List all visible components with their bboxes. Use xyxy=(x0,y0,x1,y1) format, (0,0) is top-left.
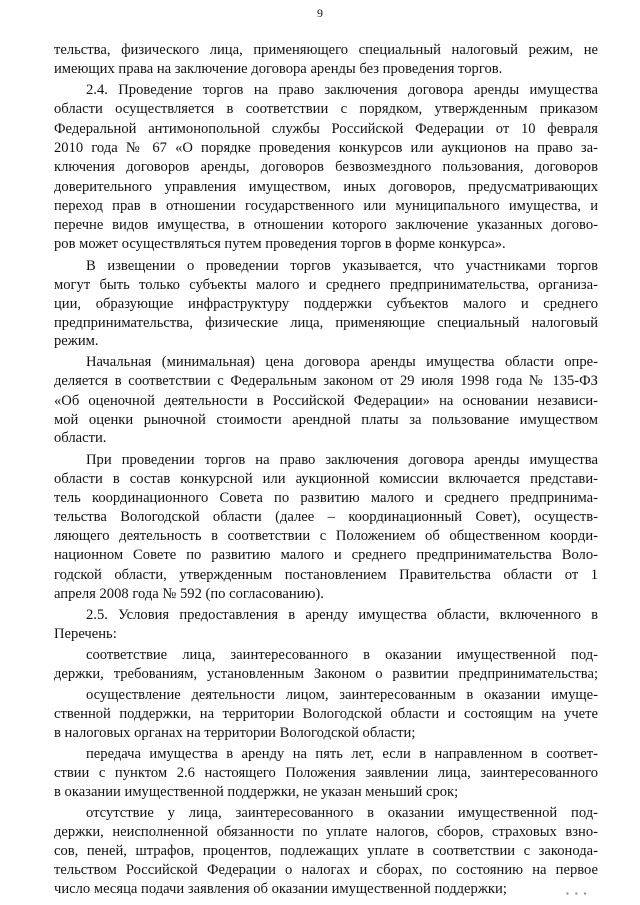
text-line: годской области, утвержденным постановлением Правительства области от 1 xyxy=(54,567,598,583)
text-line: тельства, физического лица, применяющего специальный налоговый режим, не xyxy=(54,42,598,58)
text-line: тельства Вологодской области (далее – координационный Совет), осуществ- xyxy=(54,509,598,525)
text-line: могут быть только субъекты малого и среднего предпринимательства, организа- xyxy=(54,277,598,293)
text-line: тельством Российской Федерации о налогах и сборах, по состоянию на первое xyxy=(54,862,598,878)
paragraph-first-line: Начальная (минимальная) цена договора аренды имущества области опре- xyxy=(86,354,598,370)
text-line: деляется в соответствии с Федеральным законом от 29 июля 1998 года № 135-ФЗ xyxy=(54,373,598,389)
text-line: области осуществляется в соответствии с порядком, утвержденным приказом xyxy=(54,101,598,117)
text-line: ляющего деятельность в соответствии с Положением об общественном коорди- xyxy=(54,528,598,544)
text-line: области. xyxy=(54,430,107,446)
paragraph-first-line: 2.4. Проведение торгов на право заключения договора аренды имущества xyxy=(86,82,598,98)
paragraph-first-line: 2.5. Условия предоставления в аренду имущества области, включенного в xyxy=(86,607,598,623)
text-line: ров может осуществляться путем проведения торгов в форме конкурса». xyxy=(54,236,506,252)
text-line: тель координационного Совета по развитию малого и среднего предпринима- xyxy=(54,490,598,506)
paragraph-first-line: В извещении о проведении торгов указывается, что участниками торгов xyxy=(86,258,598,274)
text-line: апреля 2008 года № 592 (по согласованию). xyxy=(54,586,324,602)
text-line: держки, неисполненной обязанности по уплате налогов, сборов, страховых взно- xyxy=(54,824,598,840)
text-line: национном Совете по развитию малого и среднего предпринимательства Воло- xyxy=(54,547,598,563)
paragraph-first-line: При проведении торгов на право заключения договора аренды имущества xyxy=(86,452,598,468)
text-line: Перечень: xyxy=(54,626,117,642)
text-line: области в состав конкурсной или аукционной комиссии включается представи- xyxy=(54,471,598,487)
text-line: имеющих права на заключение договора аренды без проведения торгов. xyxy=(54,61,503,77)
text-line: число месяца подачи заявления об оказании имущественной поддержки; xyxy=(54,881,507,897)
paragraph-first-line: отсутствие у лица, заинтересованного в оказании имущественной под- xyxy=(86,805,598,821)
text-line: ственной поддержки, на территории Вологодской области и состоящим на учете xyxy=(54,706,598,722)
paragraph-first-line: передача имущества в аренду на пять лет, если в направленном в соответ- xyxy=(86,746,598,762)
text-line: доверительного управления имуществом, иных договоров, предусматривающих xyxy=(54,179,598,195)
text-line: в оказании имущественной поддержки, не указан меньший срок; xyxy=(54,784,459,800)
text-line: держки, требованиям, установленным Законом о развитии предпринимательства; xyxy=(54,666,598,682)
text-line: переход прав в отношении государственного или муниципального имущества, и xyxy=(54,198,598,214)
text-line: ключения договоров аренды, договоров безвозмездного пользования, договоров xyxy=(54,159,598,175)
text-line: режим. xyxy=(54,333,99,349)
paragraph-first-line: соответствие лица, заинтересованного в оказании имущественной под- xyxy=(86,647,598,663)
text-line: 2010 года № 67 «О порядке проведения конкурсов или аукционов на право за- xyxy=(54,140,598,156)
text-line: «Об оценочной деятельности в Российской Федерации» на основании независи- xyxy=(54,393,598,409)
text-line: ствии с пунктом 2.6 настоящего Положения заявлении лица, заинтересованного xyxy=(54,765,598,781)
page-number: 9 xyxy=(317,6,323,20)
text-line: перечне видов имущества, в отношении которого заключение указанных догово- xyxy=(54,217,598,233)
text-line: сов, пеней, штрафов, процентов, подлежащих уплате в соответствии с законода- xyxy=(54,843,598,859)
text-line: Федеральной антимонопольной службы Российской Федерации от 10 февраля xyxy=(54,121,598,137)
text-line: предпринимательства, физические лица, применяющие специальный налоговый xyxy=(54,315,598,331)
scan-corner-mark: ▪ ▪ ▪ xyxy=(566,889,589,898)
paragraph-first-line: осуществление деятельности лицом, заинтересованным в оказании имуще- xyxy=(86,687,598,703)
text-line: ции, образующие инфраструктуру поддержки субъектов малого и среднего xyxy=(54,296,598,312)
text-line: мой оценки рыночной стоимости арендной платы за пользование имуществом xyxy=(54,412,598,428)
text-line: в налоговых органах на территории Вологодской области; xyxy=(54,725,416,741)
